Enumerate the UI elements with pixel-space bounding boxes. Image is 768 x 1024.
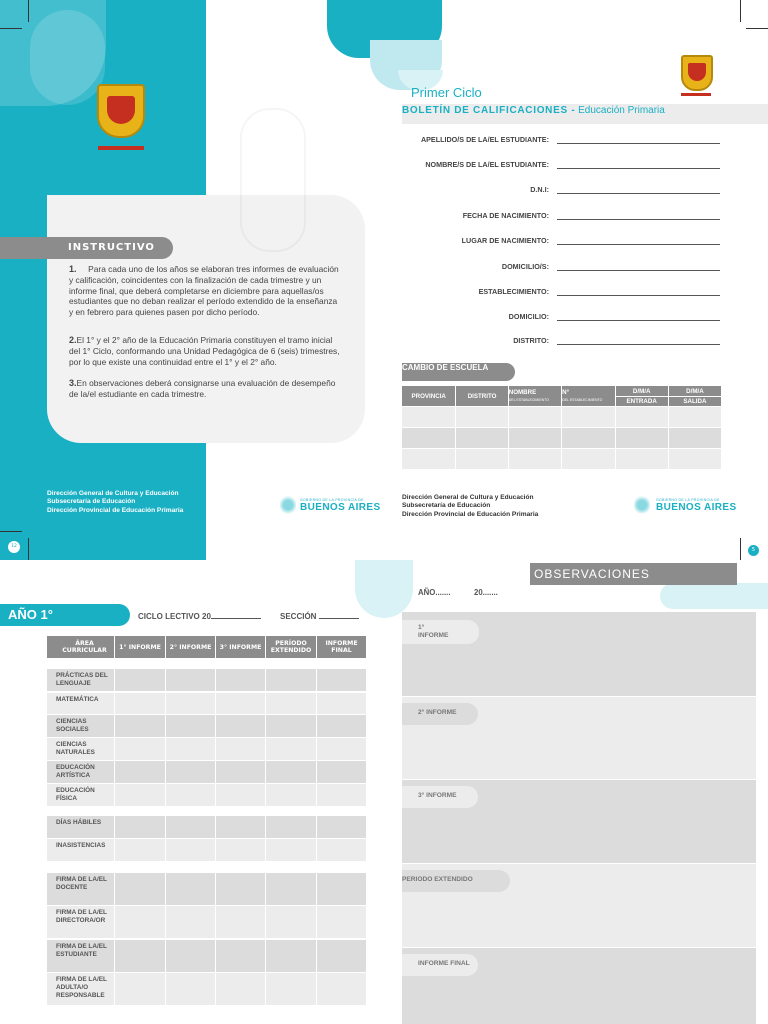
- watermark-emblem: [240, 108, 306, 252]
- crop-mark: [740, 538, 741, 560]
- header-distrito: DISTRITO: [456, 386, 508, 407]
- field-label: DOMICILIO/S:: [501, 262, 549, 271]
- instruction-item-2: 2.El 1° y el 2° año de la Educación Primaria constituyen el tramo inicial del 1° Ciclo, conformando una Unidad Pedagógica de 6 (seis) trimestres, por lo que existe una continuidad entre el 1° y el 2° año.: [69, 335, 340, 367]
- grades-header-cell: PERÍODO EXTENDIDO: [266, 636, 316, 658]
- grade-cell[interactable]: [216, 873, 265, 905]
- grade-cell[interactable]: [216, 738, 265, 760]
- grade-cell[interactable]: [317, 906, 366, 938]
- ano-title: AÑO 1°: [8, 607, 53, 622]
- crop-mark: [0, 28, 22, 29]
- crop-mark: [746, 28, 768, 29]
- grade-cell[interactable]: [317, 816, 366, 838]
- grade-cell[interactable]: [166, 738, 215, 760]
- cambio-escuela-table: [401, 385, 722, 470]
- grade-cell[interactable]: [166, 940, 215, 972]
- page1-footer: Dirección General de Cultura y Educación Subsecretaría de Educación Dirección Provincial de Educación Primaria: [47, 490, 184, 514]
- grade-cell[interactable]: [266, 738, 316, 760]
- grade-cell[interactable]: [266, 669, 316, 691]
- field-label: DOMICILIO:: [508, 312, 549, 321]
- boletin-title: BOLETÍN DE CALIFICACIONES - Educación Primaria: [402, 105, 665, 116]
- grade-cell[interactable]: [266, 816, 316, 838]
- field-label: ESTABLECIMIENTO:: [478, 287, 549, 296]
- grades-row-label: INASISTENCIAS: [47, 839, 114, 861]
- primer-ciclo-title: Primer Ciclo: [411, 85, 482, 100]
- observaciones-title-bar: [530, 563, 737, 585]
- grade-cell[interactable]: [166, 693, 215, 714]
- grade-cell[interactable]: [266, 906, 316, 938]
- field-label: LUGAR DE NACIMIENTO:: [461, 236, 549, 245]
- page2-number: 5: [748, 545, 759, 556]
- grade-cell[interactable]: [216, 784, 265, 806]
- page2-footer: Dirección General de Cultura y Educación Subsecretaría de Educación Dirección Provincial de Educación Primaria: [402, 494, 539, 518]
- grade-cell[interactable]: [266, 693, 316, 714]
- grade-cell[interactable]: [115, 738, 165, 760]
- grade-cell[interactable]: [166, 906, 215, 938]
- grade-cell[interactable]: [317, 761, 366, 783]
- decorative-shape: [355, 560, 413, 618]
- observaciones-title: OBSERVACIONES: [534, 567, 650, 581]
- grades-row-label: PRÁCTICAS DEL LENGUAJE: [47, 669, 114, 691]
- grade-cell[interactable]: [115, 906, 165, 938]
- grade-cell[interactable]: [216, 973, 265, 1005]
- field-input-line[interactable]: [557, 168, 720, 169]
- obs-year: 20.......: [474, 588, 498, 597]
- grade-cell[interactable]: [115, 761, 165, 783]
- header-nombre: NOMBRE DEL ESTABLECIMIENTO: [508, 386, 561, 407]
- grade-cell[interactable]: [317, 693, 366, 714]
- field-input-line[interactable]: [557, 244, 720, 245]
- observation-label: PERIODO EXTENDIDO: [402, 870, 510, 892]
- grade-cell[interactable]: [166, 784, 215, 806]
- grade-cell[interactable]: [216, 940, 265, 972]
- grade-cell[interactable]: [266, 873, 316, 905]
- grade-cell[interactable]: [166, 973, 215, 1005]
- grade-cell[interactable]: [115, 784, 165, 806]
- field-input-line[interactable]: [557, 295, 720, 296]
- field-label: D.N.I:: [530, 185, 549, 194]
- grade-cell[interactable]: [216, 816, 265, 838]
- grade-cell[interactable]: [216, 693, 265, 714]
- grades-row-label: FIRMA DE LA/EL DOCENTE: [47, 873, 114, 905]
- cambio-escuela-title-bar: CAMBIO DE ESCUELA: [402, 363, 515, 381]
- shield-ribbon: [681, 93, 711, 96]
- field-input-line[interactable]: [557, 219, 720, 220]
- field-label: FECHA DE NACIMIENTO:: [462, 211, 549, 220]
- buenos-aires-mark-icon: [634, 492, 650, 518]
- grades-row-label: EDUCACIÓN ARTÍSTICA: [47, 761, 114, 783]
- header-numero: N° DEL ESTABLECIMIENTO: [562, 386, 615, 407]
- grades-header-cell: 3° INFORME: [216, 636, 265, 658]
- field-input-line[interactable]: [557, 270, 720, 271]
- grade-cell[interactable]: [115, 973, 165, 1005]
- grade-cell[interactable]: [216, 669, 265, 691]
- grade-cell[interactable]: [266, 973, 316, 1005]
- header-dma-entrada: D/M/A: [615, 386, 668, 397]
- grade-cell[interactable]: [166, 816, 215, 838]
- grade-cell[interactable]: [317, 738, 366, 760]
- grade-cell[interactable]: [216, 715, 265, 737]
- grades-header-cell: 2° INFORME: [166, 636, 215, 658]
- province-shield-icon: [97, 84, 145, 138]
- grade-cell[interactable]: [115, 715, 165, 737]
- field-input-line[interactable]: [557, 143, 720, 144]
- crop-mark: [28, 0, 29, 22]
- grade-cell[interactable]: [166, 715, 215, 737]
- grades-row-label: MATEMÁTICA: [47, 693, 114, 714]
- grade-cell[interactable]: [266, 784, 316, 806]
- obs-ano: AÑO.......: [418, 588, 451, 597]
- grade-cell[interactable]: [166, 873, 215, 905]
- grade-cell[interactable]: [216, 839, 265, 861]
- shield-ribbon: [98, 146, 144, 150]
- grades-row-label: FIRMA DE LA/EL ADULTA/O RESPONSABLE: [47, 973, 114, 1005]
- field-input-line[interactable]: [557, 320, 720, 321]
- grade-cell[interactable]: [216, 906, 265, 938]
- field-input-line[interactable]: [557, 193, 720, 194]
- grade-cell[interactable]: [115, 693, 165, 714]
- grade-cell[interactable]: [317, 839, 366, 861]
- grade-cell[interactable]: [317, 873, 366, 905]
- instructivo-title: INSTRUCTIVO: [68, 242, 155, 253]
- field-label: APELLIDO/S DE LA/EL ESTUDIANTE:: [420, 135, 549, 144]
- crop-mark: [740, 0, 741, 22]
- observation-label: 2° INFORME: [402, 703, 478, 725]
- buenos-aires-logo: GOBIERNO DE LA PROVINCIA DE BUENOS AIRES: [656, 498, 737, 513]
- instructions-card: [47, 195, 365, 443]
- header-provincia: PROVINCIA: [402, 386, 456, 407]
- page1-number: 12: [8, 541, 20, 553]
- grades-header-cell: INFORME FINAL: [317, 636, 366, 658]
- buenos-aires-logo: GOBIERNO DE LA PROVINCIA DE BUENOS AIRES: [300, 498, 381, 513]
- instruction-item-1: 1. Para cada uno de los años se elaboran tres informes de evaluación y calificación, coincidentes con la finalización de cada trimestre y un informe final, que deberá completarse en diciembre para aquellas/os estudiantes que no deban realizar el período extendido de la enseñanza y en febrero para quienes pasen por dicho período.: [69, 264, 339, 318]
- grade-cell[interactable]: [317, 940, 366, 972]
- buenos-aires-mark-icon: [280, 492, 296, 518]
- grades-header-cell: ÁREA CURRICULAR: [47, 636, 114, 658]
- grade-cell[interactable]: [166, 761, 215, 783]
- crop-mark: [0, 531, 22, 532]
- grade-cell[interactable]: [317, 973, 366, 1005]
- grades-row-label: CIENCIAS NATURALES: [47, 738, 114, 760]
- grade-cell[interactable]: [216, 761, 265, 783]
- grades-row-label: FIRMA DE LA/EL ESTUDIANTE: [47, 940, 114, 972]
- grade-cell[interactable]: [266, 839, 316, 861]
- decorative-shape: [660, 583, 768, 609]
- grade-cell[interactable]: [115, 669, 165, 691]
- grade-cell[interactable]: [266, 715, 316, 737]
- header-entrada: ENTRADA: [615, 397, 668, 407]
- decorative-shape: [30, 10, 105, 105]
- observation-label: INFORME FINAL: [402, 954, 478, 976]
- grade-cell[interactable]: [266, 940, 316, 972]
- header-salida: SALIDA: [668, 397, 721, 407]
- province-shield-icon: [681, 55, 713, 91]
- grades-row-label: FIRMA DE LA/EL DIRECTORA/OR: [47, 906, 114, 938]
- seccion-label: SECCIÓN: [280, 612, 359, 621]
- ciclo-lectivo-label: CICLO LECTIVO 20: [138, 612, 261, 621]
- grade-cell[interactable]: [317, 715, 366, 737]
- grade-cell[interactable]: [166, 669, 215, 691]
- ano-title-bar: [0, 604, 130, 626]
- grade-cell[interactable]: [115, 873, 165, 905]
- grade-cell[interactable]: [115, 940, 165, 972]
- grades-row-label: DÍAS HÁBILES: [47, 816, 114, 838]
- field-label: NOMBRE/S DE LA/EL ESTUDIANTE:: [425, 160, 549, 169]
- grades-row-label: EDUCACIÓN FÍSICA: [47, 784, 114, 806]
- grade-cell[interactable]: [317, 669, 366, 691]
- instruction-item-3: 3.En observaciones deberá consignarse una evaluación de desempeño de la/el estudiante en cada trimestre.: [69, 378, 336, 399]
- grades-header-cell: 1° INFORME: [115, 636, 165, 658]
- observation-label: 3° INFORME: [402, 786, 478, 808]
- crop-mark: [28, 538, 29, 560]
- grades-row-label: CIENCIAS SOCIALES: [47, 715, 114, 737]
- grade-cell[interactable]: [115, 839, 165, 861]
- header-dma-salida: D/M/A: [668, 386, 721, 397]
- grade-cell[interactable]: [317, 784, 366, 806]
- grade-cell[interactable]: [166, 839, 215, 861]
- field-label: DISTRITO:: [513, 336, 549, 345]
- instructivo-title-bar: [0, 237, 173, 259]
- grade-cell[interactable]: [115, 816, 165, 838]
- grade-cell[interactable]: [266, 761, 316, 783]
- field-input-line[interactable]: [557, 344, 720, 345]
- observation-label: 1° INFORME: [402, 620, 479, 644]
